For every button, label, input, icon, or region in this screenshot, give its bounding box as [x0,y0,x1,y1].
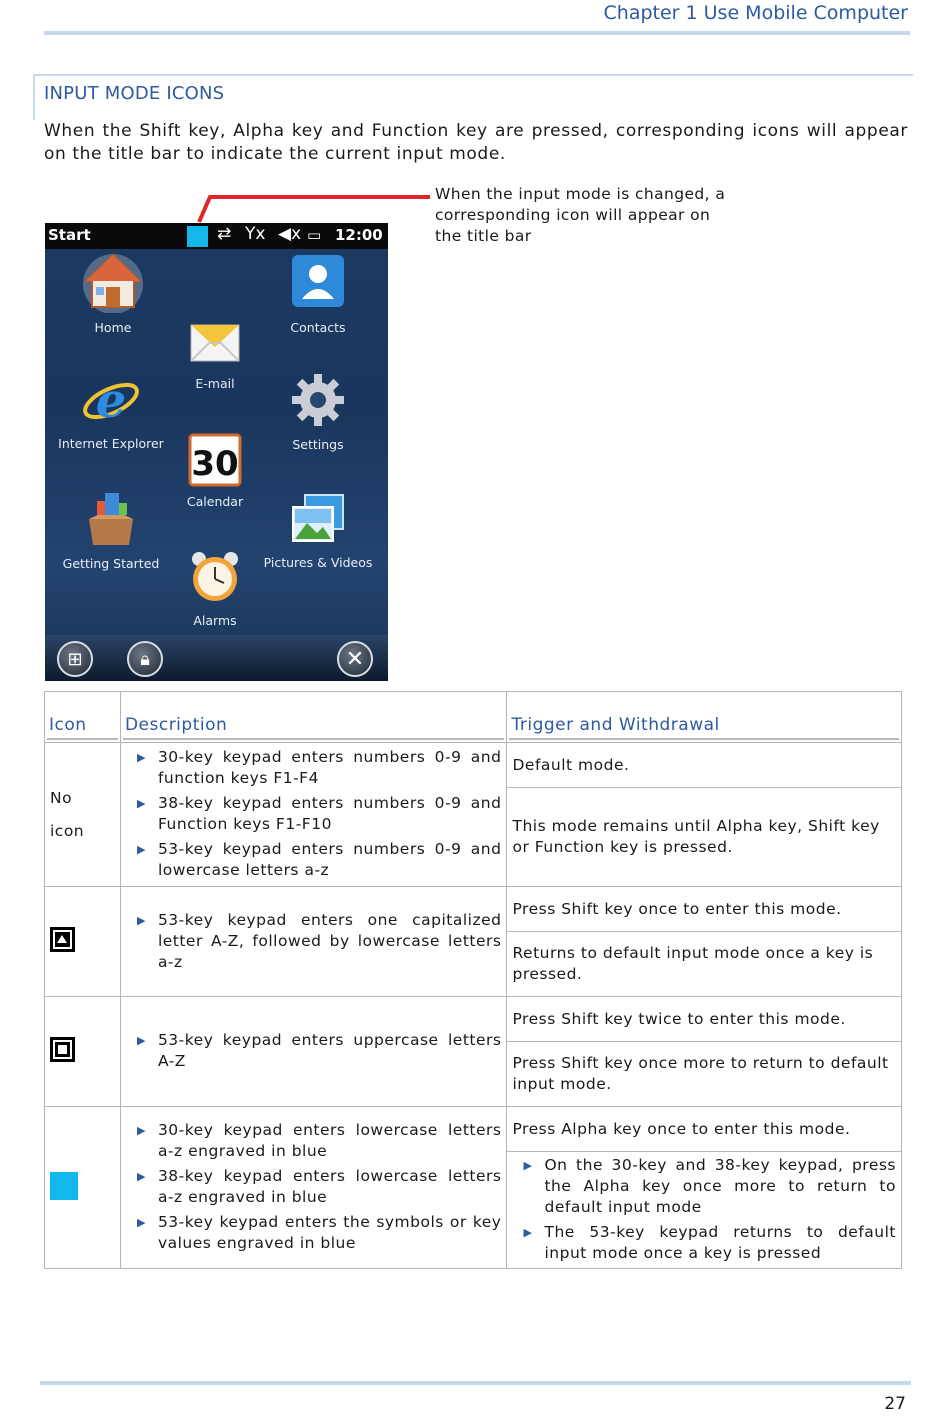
tile-home[interactable] [73,251,153,333]
calendar-icon [188,433,242,487]
list-item: ▶ 53-key keypad enters uppercase letters A-Z [126,1030,502,1072]
trigger-cell: Press Alpha key once to enter this mode. [507,1107,902,1152]
column-header-icon: Icon [45,692,121,743]
tile-getting-started[interactable] [57,489,165,571]
list-item: ▶ 53-key keypad enters one capitalized letter A-Z, followed by lowercase letters a-z [126,910,502,973]
list-item: ▶ The 53-key keypad returns to default input mode once a key is pressed [512,1222,896,1264]
tile-calendar[interactable] [175,433,255,513]
tile-label: Contacts [290,320,346,335]
svg-text:e: e [95,373,127,429]
start-label[interactable]: Start [48,226,91,244]
withdrawal-cell: Returns to default input mode once a key is pressed. [507,932,902,997]
column-header-description: Description [120,692,507,743]
table-row [45,997,902,1042]
volume-mute-icon: ◀x [278,224,302,244]
icon-cell [45,887,121,997]
settings-icon [289,371,347,429]
tile-label: Calendar [186,494,244,509]
email-icon [187,313,243,369]
footer-divider [40,1381,911,1385]
internet-explorer-icon [81,373,141,431]
list-item: ▶ 30-key keypad enters lowercase letters a-z engraved in blue [126,1120,502,1162]
getting-started-icon [81,489,141,549]
list-item: ▶ 53-key keypad enters numbers 0-9 and lowercase letters a-z [126,839,502,881]
table-row [45,743,902,788]
no-icon-text: No [50,788,73,807]
icon-cell-none [45,743,121,887]
description-cell [120,887,507,997]
alarms-icon [187,549,243,605]
list-item: ▶ 53-key keypad enters the symbols or key values engraved in blue [126,1212,502,1254]
clock: 12:00 [335,226,383,244]
tile-settings[interactable] [278,371,358,451]
tile-label: Internet Explorer [58,436,164,451]
table-row [45,887,902,932]
list-item: ▶ 38-key keypad enters numbers 0-9 and Function keys F1-F10 [126,793,502,835]
home-icon [82,251,144,313]
caps-lock-icon [50,1037,75,1062]
device-screenshot [45,223,388,681]
tile-label: Alarms [193,613,237,628]
tile-contacts[interactable] [278,253,358,333]
tile-internet-explorer[interactable] [53,373,169,453]
tile-pictures-videos[interactable] [263,491,373,571]
page-number: 27 [884,1394,906,1414]
tile-alarms[interactable] [175,549,255,629]
alpha-mode-icon [50,1172,78,1200]
icon-cell [45,1107,121,1269]
battery-icon: ▭ [307,226,322,244]
calendar-badge: 30 [191,444,239,484]
description-cell [120,1107,507,1269]
withdrawal-cell: Press Shift key once more to return to default input mode. [507,1042,902,1107]
contacts-icon [290,253,346,309]
signal-off-icon: Yx [245,224,266,244]
pictures-videos-icon [289,491,347,547]
input-mode-indicator-icon [187,226,208,247]
no-icon-text: icon [50,821,85,840]
connectivity-icon: ⇄ [217,224,232,244]
description-cell [120,743,507,887]
input-mode-table [44,691,902,1269]
lock-icon[interactable]: 🔒︎ [127,641,163,677]
tile-label: Getting Started [62,556,160,571]
withdrawal-cell: This mode remains until Alpha key, Shift key or Function key is pressed. [507,788,902,887]
close-icon[interactable]: ✕ [337,641,373,677]
windows-start-icon[interactable]: ⊞ [57,641,93,677]
tile-email[interactable] [175,313,255,393]
tile-label: Settings [292,437,344,452]
phone-bottom-bar [45,635,388,681]
tile-label: Home [94,320,132,335]
trigger-cell: Press Shift key once to enter this mode. [507,887,902,932]
trigger-cell: Default mode. [507,743,902,788]
intro-paragraph: When the Shift key, Alpha key and Function key are pressed, corresponding icons will appear on the title bar to indicate the current input mode. [44,121,908,164]
callout-text: When the input mode is changed, a corresponding icon will appear on the title bar [435,185,726,245]
chapter-title: Chapter 1 Use Mobile Computer [603,2,908,24]
title-bar [45,223,388,249]
column-header-trigger: Trigger and Withdrawal [507,692,902,743]
list-item: ▶ 38-key keypad enters lowercase letters a-z engraved in blue [126,1166,502,1208]
table-header-row [45,692,902,743]
list-item: ▶ On the 30-key and 38-key keypad, press the Alpha key once more to return to default input mode [512,1155,896,1218]
withdrawal-cell [507,1152,902,1269]
trigger-cell: Press Shift key twice to enter this mode. [507,997,902,1042]
table-row [45,1107,902,1152]
list-item: ▶ 30-key keypad enters numbers 0-9 and function keys F1-F4 [126,747,502,789]
description-cell [120,997,507,1107]
tile-label: Pictures & Videos [263,555,373,570]
section-title: INPUT MODE ICONS [44,83,225,104]
shift-once-icon [50,927,75,952]
tile-label: E-mail [195,376,235,391]
icon-cell [45,997,121,1107]
